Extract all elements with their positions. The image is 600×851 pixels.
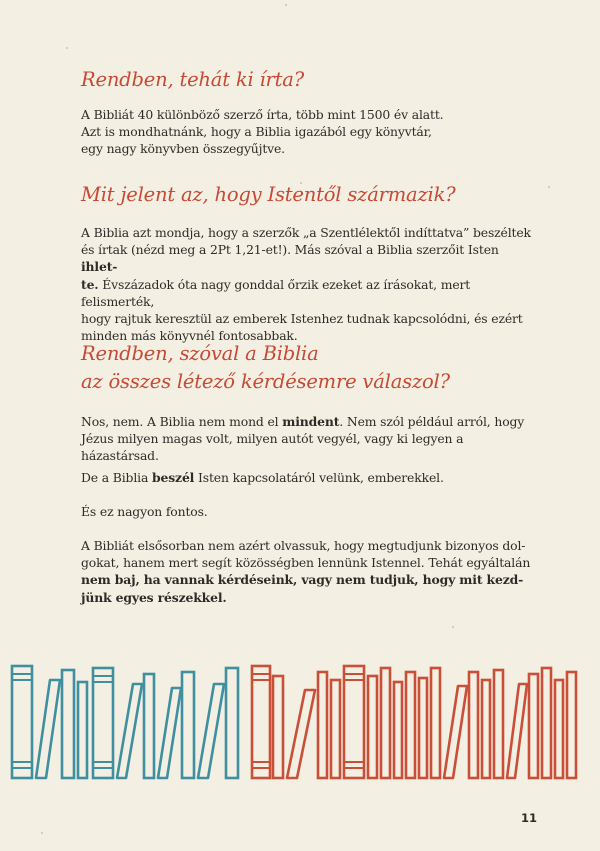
heading-line: Rendben, szóval a Biblia bbox=[81, 342, 319, 365]
text-run: minden más könyvnél fontosabbak. bbox=[81, 328, 298, 344]
paragraph-community bbox=[81, 537, 531, 606]
bold-text: te. bbox=[81, 276, 99, 292]
book-spine bbox=[331, 680, 340, 778]
book-spine bbox=[567, 672, 576, 778]
book-spine bbox=[507, 684, 527, 778]
book-spine bbox=[444, 686, 467, 778]
text-run: Évszázadok óta nagy gonddal őrzik ezeket az írásokat, mert felismerték, bbox=[81, 276, 471, 309]
book-spine bbox=[555, 680, 563, 778]
red-books-group bbox=[252, 666, 576, 778]
paper-speck bbox=[285, 4, 287, 6]
book-spine bbox=[381, 668, 390, 778]
book-spine bbox=[158, 688, 181, 778]
book-spine bbox=[78, 682, 87, 778]
text-run: A Bibliát 40 különböző szerző írta, több mint 1500 év alatt. bbox=[81, 107, 444, 122]
book-spine bbox=[318, 672, 327, 778]
book-spine bbox=[287, 690, 315, 778]
book-spine bbox=[344, 666, 364, 778]
book-spine bbox=[494, 670, 503, 778]
text-run: De a Biblia bbox=[81, 470, 152, 485]
text-run: hogy rajtuk keresztül az emberek Istenhez tudnak kapcsolódni, és ezért bbox=[81, 311, 523, 327]
bold-text: jünk egyes részekkel. bbox=[81, 589, 227, 605]
paper-speck bbox=[452, 626, 454, 628]
paragraph-important bbox=[81, 503, 531, 520]
paragraph-relationship bbox=[81, 469, 531, 486]
heading-line: az összes létező kérdésemre válaszol? bbox=[81, 370, 450, 393]
paragraph-who-wrote bbox=[81, 106, 531, 158]
paragraph-from-god bbox=[81, 224, 531, 344]
book-spine bbox=[273, 676, 283, 778]
book-spine bbox=[117, 684, 142, 778]
book-spine bbox=[144, 674, 154, 778]
text-run: egy nagy könyvben összegyűjtve. bbox=[81, 141, 285, 157]
book-spine bbox=[406, 672, 415, 778]
book-spine bbox=[529, 674, 538, 778]
book-spine bbox=[252, 666, 270, 778]
page-number: 11 bbox=[520, 811, 537, 825]
book-spine bbox=[394, 682, 402, 778]
book-spine bbox=[469, 672, 478, 778]
paper-speck bbox=[548, 186, 550, 188]
book-spine bbox=[182, 672, 194, 778]
text-run: és írtak (nézd meg a 2Pt 1,21-et!). Más szóval a Biblia szerzőit Isten bbox=[81, 242, 499, 258]
bold-text: nem baj, ha vannak kérdéseink, vagy nem tudjuk, hogy mit kezd- bbox=[81, 572, 524, 588]
bold-text: mindent bbox=[282, 414, 340, 429]
text-run: Jézus milyen magas volt, milyen autót vegyél, vagy ki legyen a házastársad. bbox=[81, 431, 464, 464]
book-spine bbox=[482, 680, 490, 778]
text-run: . Nem szól például arról, hogy bbox=[339, 414, 525, 429]
paragraph-not-everything bbox=[81, 413, 531, 465]
text-run: És ez nagyon fontos. bbox=[81, 504, 208, 519]
paper-speck bbox=[66, 47, 68, 49]
book-spine bbox=[419, 678, 427, 778]
book-spine bbox=[226, 668, 238, 778]
text-run: Isten kapcsolatáról velünk, emberekkel. bbox=[194, 470, 444, 485]
book-spine bbox=[62, 670, 74, 778]
heading-answers-all bbox=[81, 340, 450, 396]
book-spine bbox=[93, 668, 113, 778]
bold-text: ihlet- bbox=[81, 259, 118, 275]
heading-from-god: Mit jelent az, hogy Istentől származik? bbox=[81, 183, 456, 206]
heading-who-wrote: Rendben, tehát ki írta? bbox=[81, 68, 304, 91]
text-run: Azt is mondhatnánk, hogy a Biblia igazából egy könyvtár, bbox=[81, 124, 432, 140]
book-spine bbox=[542, 668, 551, 778]
teal-books-group bbox=[12, 666, 238, 778]
bold-text: beszél bbox=[151, 470, 195, 485]
book-spine bbox=[198, 684, 224, 778]
text-run: gokat, hanem mert segít közösségben lennünk Istennel. Tehát egyáltalán bbox=[81, 555, 531, 571]
book-spine bbox=[12, 666, 32, 778]
bookshelf-illustration bbox=[0, 660, 600, 780]
text-run: Nos, nem. A Biblia nem mond el bbox=[81, 414, 283, 429]
text-run: A Bibliát elsősorban nem azért olvassuk, hogy megtudjunk bizonyos dol- bbox=[81, 538, 526, 553]
book-spine bbox=[368, 676, 377, 778]
book-spine bbox=[431, 668, 440, 778]
paper-speck bbox=[41, 832, 43, 834]
text-run: A Biblia azt mondja, hogy a szerzők „a Szentlélektől indíttatva” beszéltek bbox=[81, 225, 531, 240]
book-spine bbox=[36, 680, 60, 778]
